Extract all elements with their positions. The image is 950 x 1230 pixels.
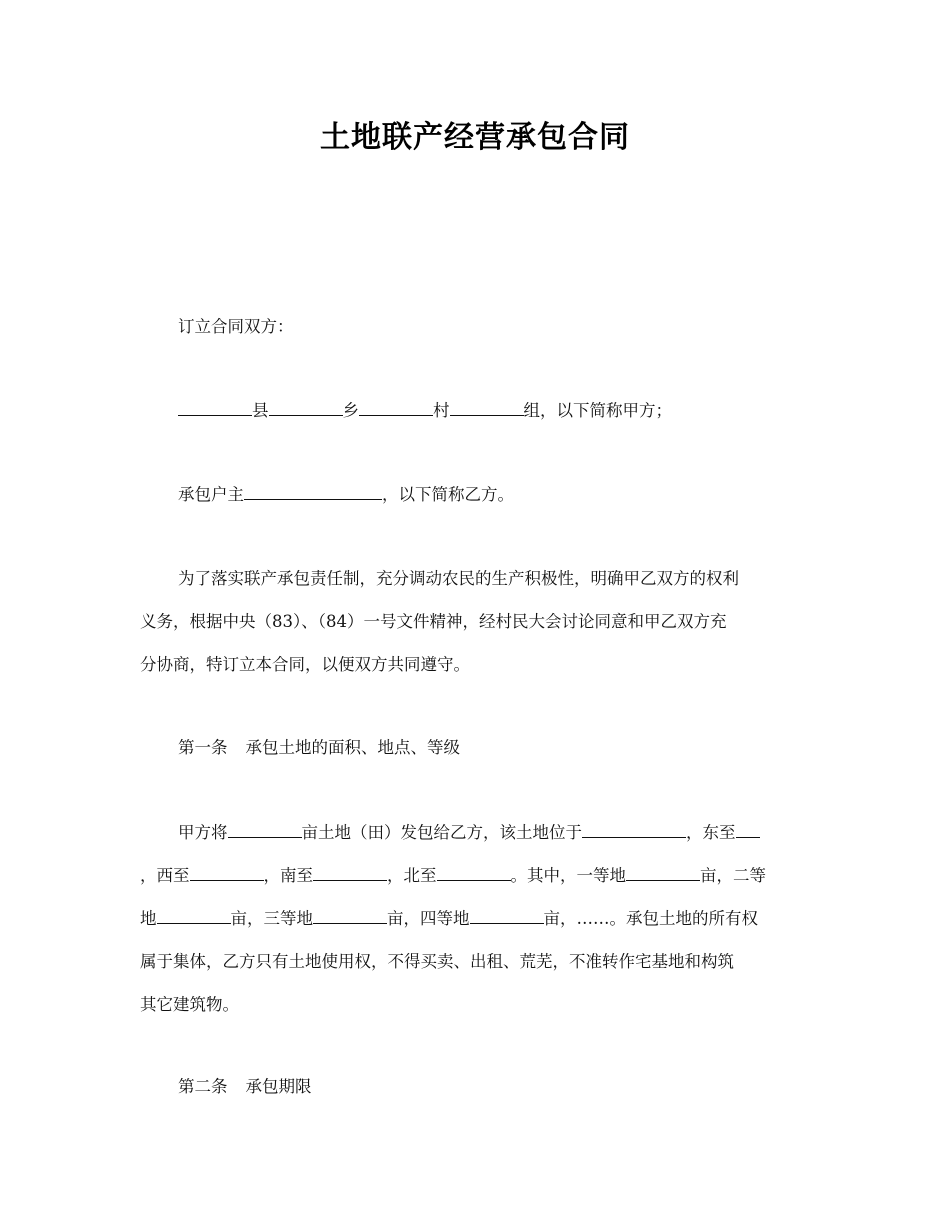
group-blank[interactable]	[450, 398, 524, 416]
text-span: 亩土地（田）发包给乙方，该土地位于	[301, 823, 582, 842]
north-blank[interactable]	[437, 863, 511, 881]
east-blank[interactable]	[736, 820, 760, 838]
grade1-blank[interactable]	[626, 863, 700, 881]
west-blank[interactable]	[190, 863, 264, 881]
text-span: 甲方将	[178, 823, 228, 842]
document-title: 土地联产经营承包合同	[320, 120, 630, 155]
party-b-suffix: ，以下简称乙方。	[382, 485, 514, 504]
text-span: 亩，四等地	[387, 909, 470, 928]
householder-blank[interactable]	[244, 482, 382, 500]
county-label: 县	[252, 401, 269, 420]
village-label: 村	[433, 401, 450, 420]
text-span: 亩，……。承包土地的所有权	[543, 909, 758, 928]
article-title: 承包土地的面积、地点、等级	[245, 738, 460, 757]
south-blank[interactable]	[313, 863, 387, 881]
party-b-prefix: 承包户主	[178, 485, 244, 504]
grade2-blank[interactable]	[157, 906, 231, 924]
grade4-blank[interactable]	[470, 906, 544, 924]
article1-line-3	[140, 897, 820, 940]
article-number: 第二条	[178, 1077, 228, 1096]
text-span: 。其中，一等地	[510, 866, 626, 885]
township-label: 乡	[342, 401, 359, 420]
party-a-line	[178, 398, 818, 422]
article1-heading	[178, 737, 818, 759]
parties-label: 订立合同双方：	[178, 317, 294, 336]
article1-line-2	[140, 854, 820, 897]
township-blank[interactable]	[269, 398, 343, 416]
group-label: 组，以下简称甲方；	[523, 401, 672, 420]
location-blank[interactable]	[582, 820, 686, 838]
village-blank[interactable]	[359, 398, 433, 416]
article-number: 第一条	[178, 738, 228, 757]
article2-heading	[178, 1076, 818, 1098]
preamble-line: 为了落实联产承包责任制，充分调动农民的生产积极性，明确甲乙双方的权利	[178, 569, 739, 588]
preamble-paragraph	[140, 557, 820, 686]
party-b-line	[178, 482, 818, 506]
article1-paragraph	[140, 811, 820, 1026]
text-span: 地	[140, 909, 157, 928]
text-span: ，东至	[686, 823, 736, 842]
text-span: ，北至	[387, 866, 437, 885]
county-blank[interactable]	[178, 398, 252, 416]
article1-line-4: 属于集体，乙方只有土地使用权，不得买卖、出租、荒芜，不准转作宅基地和构筑	[140, 952, 734, 971]
area-blank[interactable]	[228, 820, 302, 838]
article1-line-1	[140, 811, 820, 854]
text-span: 亩，二等	[700, 866, 766, 885]
preamble-line: 义务，根据中央（83）、（84）一号文件精神，经村民大会讨论同意和甲乙双方充	[140, 612, 727, 631]
article-title: 承包期限	[245, 1077, 312, 1096]
preamble-line: 分协商，特订立本合同，以便双方共同遵守。	[140, 655, 470, 674]
text-span: ，南至	[263, 866, 313, 885]
text-span: 亩，三等地	[230, 909, 313, 928]
text-span: ，西至	[140, 866, 190, 885]
grade3-blank[interactable]	[313, 906, 387, 924]
article1-line-5: 其它建筑物。	[140, 995, 239, 1014]
